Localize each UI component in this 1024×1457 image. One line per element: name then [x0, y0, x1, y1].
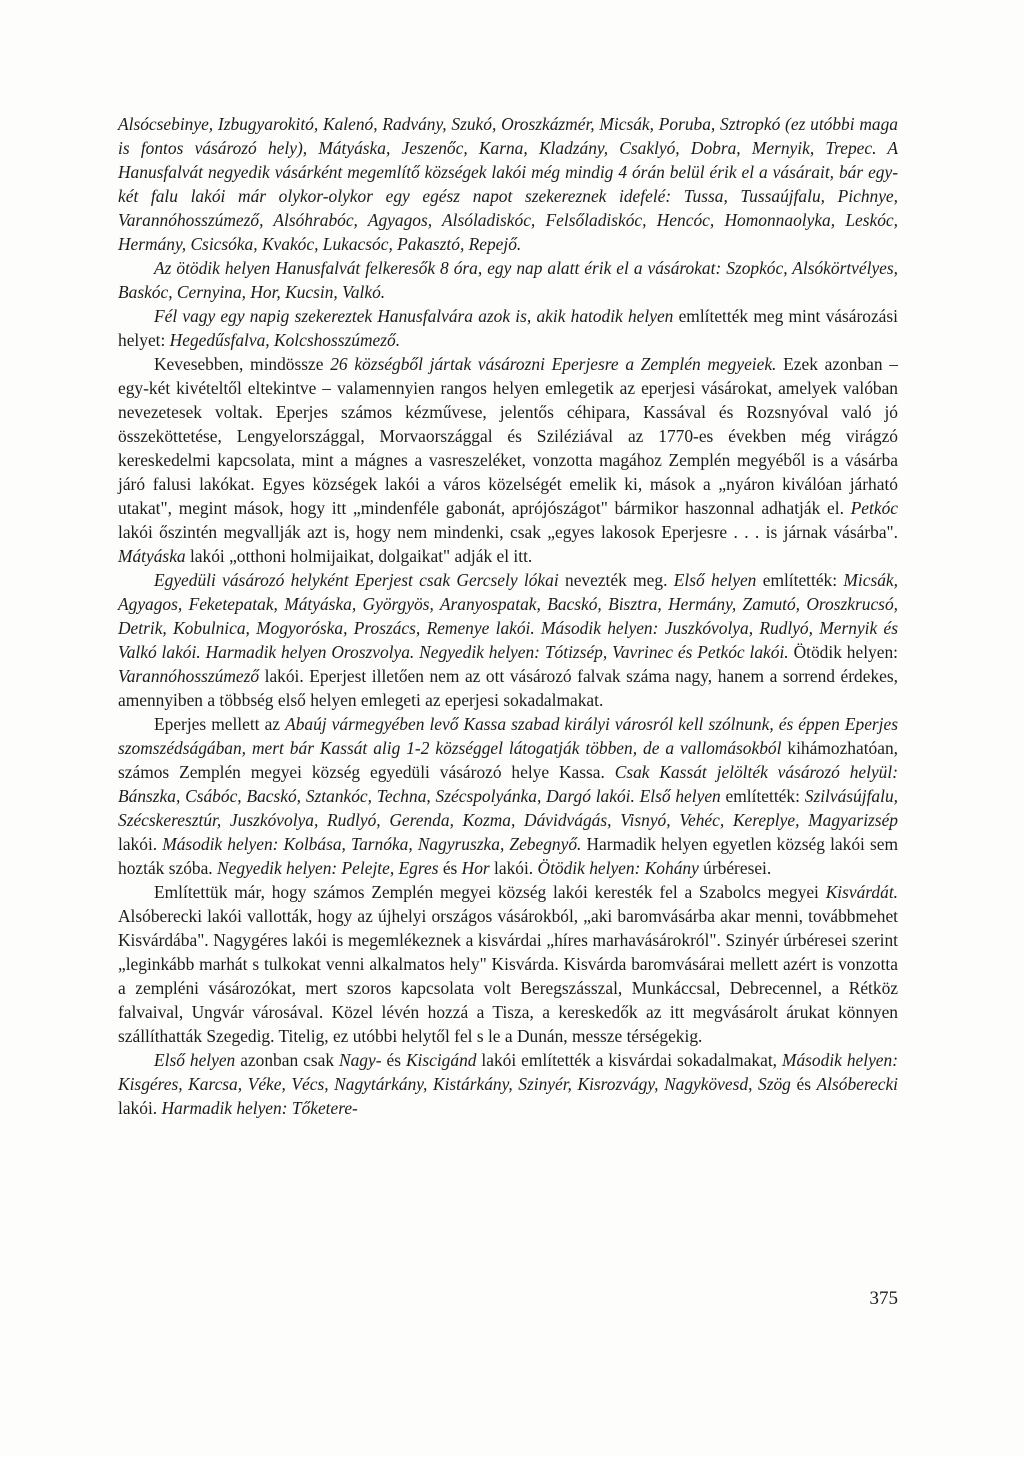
text: lakói.	[118, 1098, 162, 1118]
italic-text: Az ötödik helyen Hanusfalvát felkeresők 8 óra, egy nap alatt érik el a vásárokat: Szopkóc, Alsókörtvélyes, Baskóc, Cernyina, Hor, Kucsin, Valkó.	[118, 258, 898, 302]
italic-text: Alsóberecki	[816, 1074, 899, 1094]
italic-text: Első helyen	[673, 570, 757, 590]
italic-text: Abaúj vármegyében levő Kassa szabad királyi városról kell szólnunk, és éppen Eperjes szomszédságában, mert bár Kassát alig 1-2 községgel látogatják többen, de a vallomásokból	[118, 714, 898, 758]
text: Kevesebben, mindössze	[154, 354, 331, 374]
paragraph	[118, 112, 898, 256]
text: Ötödik helyen:	[788, 642, 898, 662]
text: Említettük már, hogy számos Zemplén megyei község lakói keresték fel a Szabolcs megyei	[154, 882, 826, 902]
paragraph	[118, 352, 898, 568]
italic-text: Varannóhosszúmező	[118, 666, 260, 686]
page-number: 375	[869, 1288, 898, 1309]
italic-text: Harmadik helyen: Tőketere-	[161, 1098, 358, 1118]
italic-text: 26 községből jártak vásározni Eperjesre a Zemplén megyeiek.	[330, 354, 777, 374]
italic-text: Petkóc	[850, 498, 898, 518]
paragraph	[118, 712, 898, 880]
italic-text: Nagy-	[339, 1050, 382, 1070]
italic-text: Második helyen: Kolbása, Tarnóka, Nagyruszka, Zebegnyő.	[162, 834, 582, 854]
text: lakói említették a kisvárdai sokadalmakat,	[476, 1050, 782, 1070]
text: Alsóberecki lakói vallották, hogy az újhelyi országos vásárokból, „aki baromvásárba akar menni, továbbmehet Kisvárdába". Nagygéres lakói is megemlékeznek a kisvárdai „híres marhavásárokról". Szinyér úrbéresei szerint „leginkább marhát s tulkokat venni alkalmatos hely" Kisvárda. Kisvárda baromvásárai mellett azért is vonzotta a zempléni vásározókat, mert szoros kapcsolata volt Beregszásszal, Munkáccsal, Debrecennel, a Rétköz falvaival, Ungvár városával. Közel lévén hozzá a Tisza, a kereskedők az itt megvásárolt árukat könnyen szállíthatták Szegedig. Titelig, ez utóbbi helytől fel s le a Dunán, messze térségekig.	[118, 906, 898, 1046]
text: azonban csak	[235, 1050, 339, 1070]
text: kihámozhatóan, számos Zemplén megyei község egyedüli vásározó helye Kassa.	[118, 738, 898, 782]
text: és	[381, 1050, 406, 1070]
text: nevezték meg.	[558, 570, 674, 590]
text: Eperjes mellett az	[154, 714, 286, 734]
italic-text: Hegedűsfalva, Kolcshosszúmező.	[169, 330, 401, 350]
paragraph	[118, 256, 898, 304]
text: és	[438, 858, 462, 878]
body-text	[118, 112, 898, 1120]
italic-text: Kisvárdát.	[825, 882, 898, 902]
italic-text: Ötödik helyen: Kohány	[537, 858, 699, 878]
italic-text: Első helyen	[154, 1050, 236, 1070]
text: Ezek azonban – egy-két kivételtől eltekintve – valamennyien rangos helyen emlegetik az eperjesi vásárokat, amelyek valóban nevezetesek voltak. Eperjes számos kézművese, jelentős céhipara, Kassával és Rozsnyóval való jó összeköttetése, Lengyelországgal, Morvaországgal és Sziléziával az 1770-es években még virágzó kereskedelmi kapcsolata, mint a mágnes a vasreszeléket, vonzotta magához Zemplén megyéből is a vásárba járó falusi lakókat. Egyes községek lakói a város közelségét emelik ki, mások a „nyáron kiválóan járható utakat", megint mások, hogy itt „mindenféle gabonát, aprójószágot" bármikor haszonnal adhatják el.	[118, 354, 898, 518]
text: úrbéresei.	[698, 858, 772, 878]
text: lakói őszintén megvallják azt is, hogy nem mindenki, csak „egyes lakosok Eperjesre . . . is járnak vásárba".	[118, 522, 898, 542]
italic-text: Mátyáska	[118, 546, 186, 566]
italic-text: Negyedik helyen: Pelejte, Egres	[217, 858, 439, 878]
text: lakói „otthoni holmijaikat, dolgaikat" adják el itt.	[185, 546, 533, 566]
paragraph	[118, 304, 898, 352]
text: említették:	[756, 570, 844, 590]
text: említették meg mint vásározási helyet:	[118, 306, 898, 350]
italic-text: Hor	[461, 858, 490, 878]
text: lakói.	[489, 858, 538, 878]
italic-text: Micsák, Agyagos, Feketepatak, Mátyáska, Györgyös, Aranyospatak, Bacskó, Bisztra, Hermány, Zamutó, Oroszkrucsó, Detrik, Kobulnica, Mogyoróska, Proszács, Remenye lakói. Második helyen: Juszkóvolya, Rudlyó, Mernyik és Valkó lakói. Harmadik helyen Oroszvolya. Negyedik helyen: Tótizsép, Vavrinec és Petkóc lakói.	[118, 570, 898, 662]
italic-text: Fél vagy egy napig szekereztek Hanusfalvára azok is, akik hatodik helyen	[154, 306, 674, 326]
text: és	[790, 1074, 817, 1094]
paragraph	[118, 1048, 898, 1120]
italic-text: Egyedüli vásározó helyként Eperjest csak Gercsely lókai	[154, 570, 559, 590]
text: Harmadik helyen egyetlen község lakói sem hozták szóba.	[118, 834, 898, 878]
italic-text: Második helyen: Kisgéres, Karcsa, Véke, Vécs, Nagytárkány, Kistárkány, Szinyér, Kisrozvágy, Nagykövesd, Szög	[118, 1050, 899, 1094]
italic-text: Szilvásújfalu, Szécskeresztúr, Juszkóvolya, Rudlyó, Gerenda, Kozma, Dávidvágás, Visnyó, Vehéc, Kereplye, Magyarizsép	[118, 786, 898, 830]
italic-text: Alsócsebinye, Izbugyarokitó, Kalenó, Radvány, Szukó, Oroszkázmér, Micsák, Poruba, Sztropkó (ez utóbbi maga is fontos vásározó hely), Mátyáska, Jeszenőc, Karna, Kladzány, Csaklyó, Dobra, Mernyik, Trepec. A Hanusfalvát negyedik vásárként megemlítő községek lakói még mindig 4 órán belül érik el a vásárait, bár egy-két falu lakói már olykor-olykor egy egész napot szekereznek idefelé: Tussa, Tussaújfalu, Pichnye, Varannóhosszúmező, Alsóhrabóc, Agyagos, Alsóladiskóc, Felsőladiskóc, Hencóc, Homonnaolyka, Leskóc, Hermány, Csicsóka, Kvakóc, Lukacsóc, Pakasztó, Repejő.	[118, 114, 898, 254]
text: lakói.	[118, 834, 163, 854]
italic-text: Kiscigánd	[405, 1050, 477, 1070]
text: lakói. Eperjest illetően nem az ott vásározó falvak száma nagy, hanem a sorrend érdekes, amennyiben a többség első helyen emlegeti az eperjesi sokadalmakat.	[118, 666, 898, 710]
text: említették:	[720, 786, 805, 806]
paragraph	[118, 880, 898, 1048]
paragraph	[118, 568, 898, 712]
italic-text: Csak Kassát jelölték vásározó helyül: Bánszka, Csábóc, Bacskó, Sztankóc, Techna, Szécspolyánka, Dargó lakói. Első helyen	[118, 762, 898, 806]
